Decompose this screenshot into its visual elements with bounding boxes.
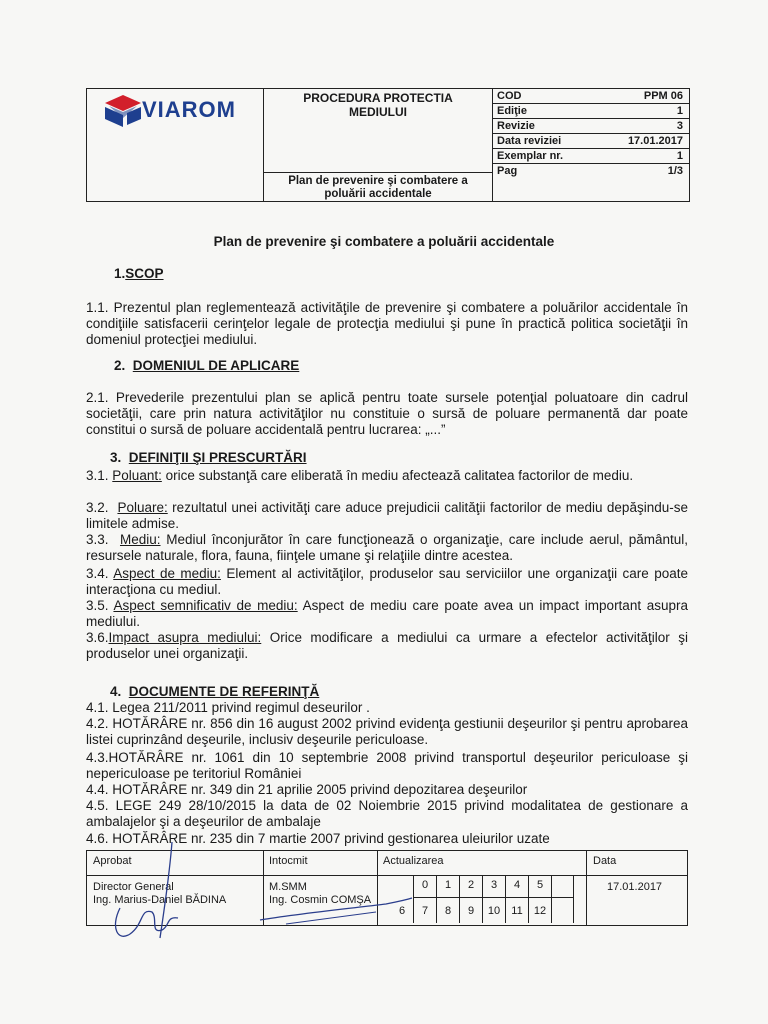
revision-number: 6	[398, 905, 406, 917]
approved-name: Ing. Marius-Daniel BĂDINA	[93, 894, 227, 906]
meta-row: Ediţie 1	[493, 104, 689, 119]
update-label: Actualizarea	[383, 855, 444, 867]
revision-number: 0	[421, 879, 429, 891]
date-label: Data	[593, 855, 617, 867]
definition-item: 3.4. Aspect de mediu: Element al activităţilor, produselor sau serviciilor une organizaţii care poate interacţiona cu mediul.	[86, 566, 688, 597]
revision-number: 9	[467, 905, 475, 917]
meta-cell	[493, 89, 689, 201]
meta-row: Pag 1/3	[497, 165, 683, 177]
definition-item: 3.6.Impact asupra mediului: Orice modificare a mediului ca urmare a efectelor activităţilor şi produselor unei organizaţii.	[86, 630, 688, 661]
meta-row: Exemplar nr. 1	[493, 149, 689, 164]
revision-number: 11	[511, 905, 523, 917]
definition-item: 3.3. Mediu: Mediul înconjurător în care funcţionează o organizaţie, care include aerul, pământul, resursele naturale, flora, fauna, fiinţele umane şi relaţiile dintre acestea.	[86, 532, 688, 563]
revision-number: 12	[533, 905, 547, 917]
section-heading-documente: 4. DOCUMENTE DE REFERINŢĂ	[110, 684, 320, 699]
date-value: 17.01.2017	[607, 881, 663, 893]
reference-item: 4.4. HOTĂRÂRE nr. 349 din 21 aprilie 2005 privind depozitarea deşeurilor	[86, 782, 528, 797]
procedure-title: PROCEDURA PROTECTIA MEDIULUI	[303, 91, 453, 119]
revision-number: 4	[513, 879, 521, 891]
meta-row: COD PPM 06	[493, 89, 689, 104]
revision-number: 8	[444, 905, 452, 917]
prepared-role: M.SMM	[269, 881, 307, 893]
section-heading-scop: 1.SCOP	[114, 266, 164, 281]
definition-item: 3.5. Aspect semnificativ de mediu: Aspect de mediu care poate avea un impact important asupra mediului.	[86, 598, 688, 629]
reference-item: 4.2. HOTĂRÂRE nr. 856 din 16 august 2002 privind evidenţa gestiunii deşeurilor şi pentru aprobarea listei cuprinzând deşeurile, inclusiv deşeurile periculoase.	[86, 716, 688, 747]
section-heading-definitii: 3. DEFINIŢII ŞI PRESCURTĂRI	[110, 450, 307, 465]
header-table	[86, 88, 690, 202]
logo-cell	[87, 89, 264, 201]
revision-number: 7	[421, 905, 429, 917]
meta-row: Revizie 3	[493, 119, 689, 134]
prepared-label: Intocmit	[269, 855, 308, 867]
revision-grid	[398, 875, 573, 925]
approved-role: Director General	[93, 881, 174, 893]
reference-item: 4.5. LEGE 249 28/10/2015 la data de 02 Noiembrie 2015 privind modalitatea de gestionare a ambalajelor şi a deşeurilor de ambalaje	[86, 798, 688, 829]
definition-item: 3.1. Poluant: orice substanţă care eliberată în mediu afectează calitatea factorilor de mediu.	[86, 468, 634, 483]
revision-number: 3	[490, 879, 498, 891]
procedure-cell	[264, 89, 493, 201]
reference-item: 4.3.HOTĂRÂRE nr. 1061 din 10 septembrie 2008 privind transportul deşeurilor periculoase şi nepericuloase pe teritoriul României	[86, 750, 688, 781]
paragraph-2-1: 2.1. Prevederile prezentului plan se aplică pentru toate sursele potenţial poluatoare din cadrul societăţii, care prin natura activităţilor nu constituie o sursă de poluare permanentă dar poate constitui o sursă de poluare accidentală pentru lucrarea: „...”	[86, 390, 688, 437]
revision-number: 2	[467, 879, 475, 891]
revision-number: 1	[444, 879, 452, 891]
revision-number: 5	[536, 879, 544, 891]
prepared-name: Ing. Cosmin COMŞA	[269, 894, 372, 906]
reference-item: 4.6. HOTĂRÂRE nr. 235 din 7 martie 2007 privind gestionarea uleiurilor uzate	[86, 831, 550, 846]
meta-row: Data reviziei 17.01.2017	[493, 134, 689, 149]
revision-number: 10	[487, 905, 501, 917]
approval-table	[86, 850, 688, 926]
paragraph-1-1: 1.1. Prezentul plan reglementează activităţile de prevenire şi combatere a poluărilor accidentale în condiţiile satisfacerii cerinţelor legale de protecţia mediului şi pune în practică politica societăţii în domeniul protecţiei mediului.	[86, 300, 688, 347]
approved-label: Aprobat	[93, 855, 132, 867]
document-title: Plan de prevenire şi combatere a poluării accidentale	[213, 234, 555, 249]
company-logo-text: VIAROM	[142, 97, 236, 122]
reference-item: 4.1. Legea 211/2011 privind regimul deseurilor .	[86, 700, 370, 715]
viarom-logo-icon	[101, 93, 145, 129]
definition-item: 3.2. Poluare: rezultatul unei activităţi care aduce prejudicii calităţii factorilor de mediu depăşindu-se limitele admise.	[86, 500, 688, 531]
section-heading-domeniu: 2. DOMENIUL DE APLICARE	[114, 358, 300, 373]
plan-title: Plan de prevenire şi combatere a poluării accidentale	[288, 175, 468, 200]
